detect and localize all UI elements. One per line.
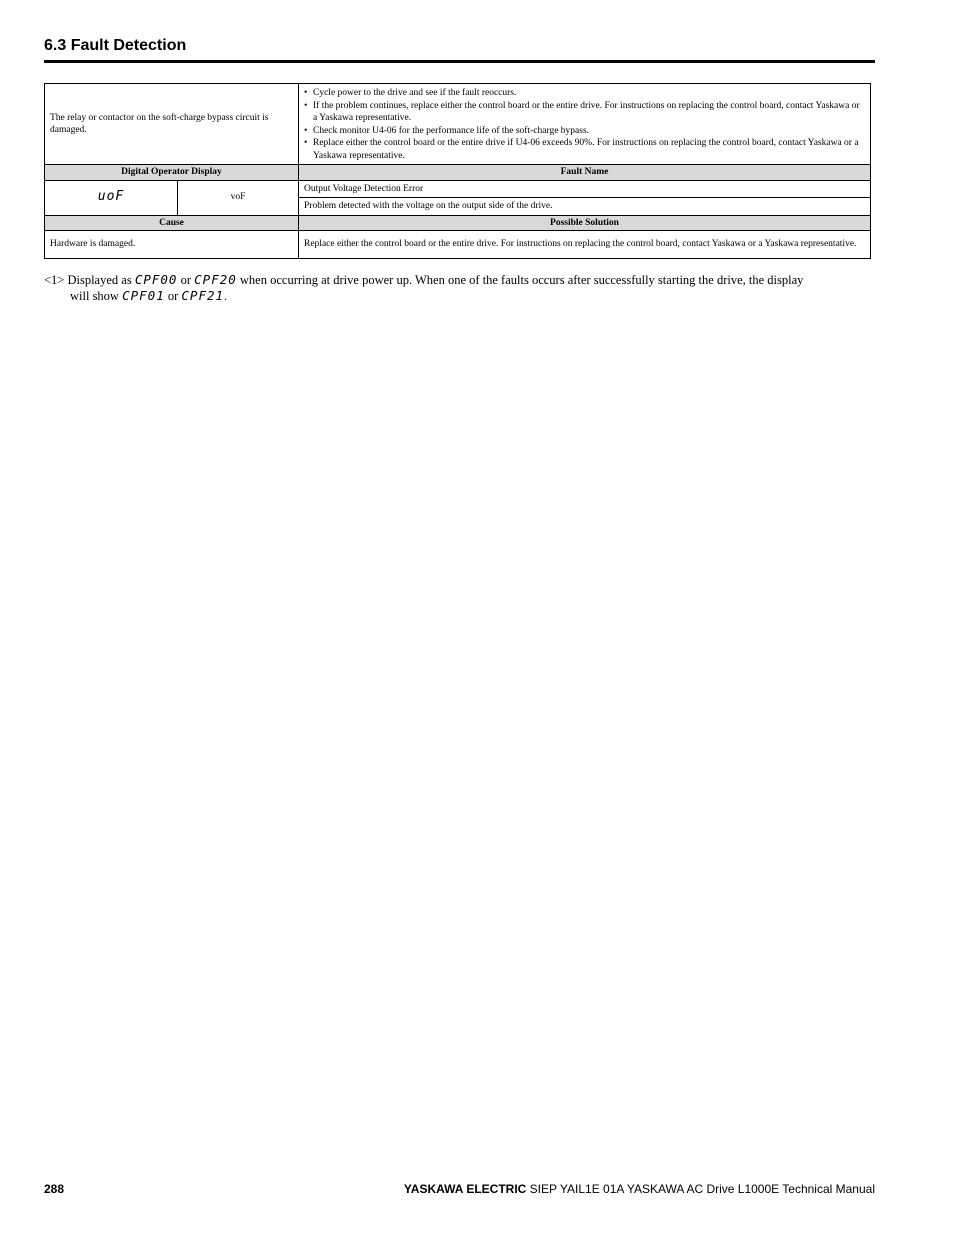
display-code-cell: voF — [178, 180, 299, 215]
segment-code: CPF21 — [181, 288, 225, 303]
segment-code: CPF01 — [122, 288, 165, 303]
section-title: 6.3 Fault Detection — [44, 37, 187, 54]
list-item: • Check monitor U4-06 for the performance life of the soft-charge bypass. — [304, 125, 865, 138]
fault-table — [44, 83, 871, 259]
segment-code: CPF20 — [194, 272, 237, 287]
header-cause: Cause — [45, 215, 299, 231]
table-header-row — [45, 165, 871, 181]
header-rule — [44, 60, 875, 63]
table-row — [45, 231, 871, 259]
list-item: • If the problem continues, replace either the control board or the entire drive. For instructions on replacing the control board, contact Yaskawa or a Yaskawa representative. — [304, 100, 865, 125]
list-item: • Cycle power to the drive and see if the fault reoccurs. — [304, 87, 865, 100]
note-text: when occurring at drive power up. When one of the faults occurs after successfully starting the drive, the display — [236, 273, 804, 287]
solution-cell — [299, 84, 871, 165]
footer-brand: YASKAWA ELECTRIC — [403, 1182, 527, 1196]
note-line-2 — [44, 288, 876, 304]
note-text: will show — [70, 289, 123, 303]
footnote — [44, 272, 876, 304]
table-row — [45, 84, 871, 165]
fault-name-cell: Output Voltage Detection Error — [299, 180, 871, 198]
header-display: Digital Operator Display — [45, 165, 299, 181]
segment-code: CPF00 — [134, 272, 178, 287]
solution-list — [304, 87, 865, 162]
note-text: <1> Displayed as — [44, 273, 135, 287]
footer-title — [404, 1182, 875, 1196]
display-segment-cell — [45, 180, 178, 215]
cause-cell: The relay or contactor on the soft-charge bypass circuit is damaged. — [45, 84, 299, 165]
note-text: or — [164, 289, 182, 303]
page-number: 288 — [44, 1182, 65, 1196]
fault-desc-cell: Problem detected with the voltage on the output side of the drive. — [299, 198, 871, 216]
note-text: or — [177, 273, 195, 287]
table-row — [45, 180, 871, 198]
note-text: . — [224, 289, 228, 303]
segment-display: uoF — [97, 188, 125, 204]
cause-cell: Hardware is damaged. — [45, 231, 299, 259]
list-item: • Replace either the control board or the entire drive if U4-06 exceeds 90%. For instructions on replacing the control board, contact Yaskawa or a Yaskawa representative. — [304, 137, 865, 162]
footer-manual-title: SIEP YAIL1E 01A YASKAWA AC Drive L1000E Technical Manual — [526, 1182, 875, 1196]
table-header-row — [45, 215, 871, 231]
header-solution: Possible Solution — [299, 215, 871, 231]
solution-cell: Replace either the control board or the entire drive. For instructions on replacing the control board, contact Yaskawa or a Yaskawa representative. — [299, 231, 871, 259]
header-fault-name: Fault Name — [299, 165, 871, 181]
